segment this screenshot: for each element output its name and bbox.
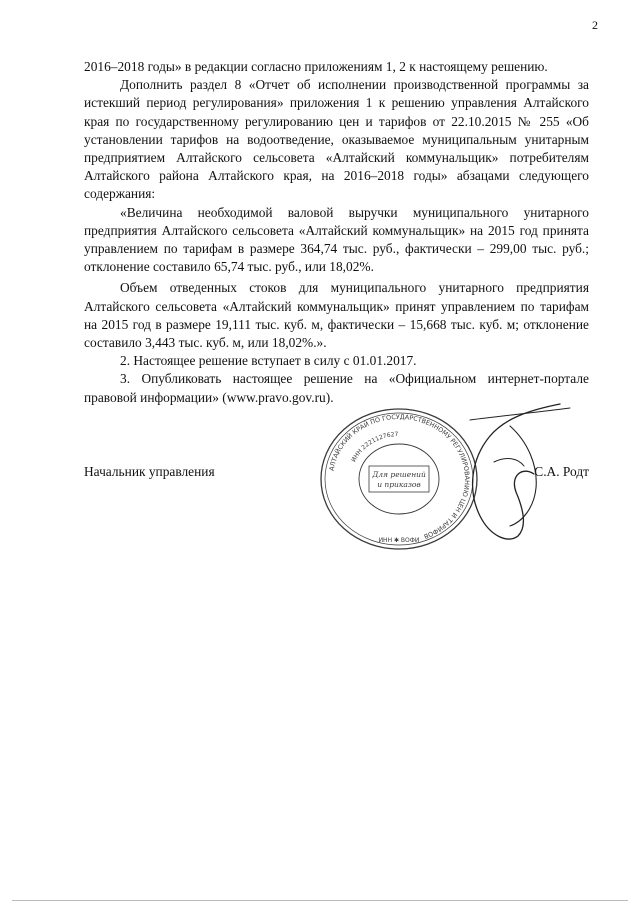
seal-center-line1: Для решений xyxy=(372,470,426,479)
paragraph-volume: Объем отведенных стоков для муниципального унитарного предприятия Алтайского сельсовета «Алтайский коммунальщик» принят управлением по тарифам на 2015 год в размере 19,111 тыс. куб. м, фактически – 15,668 тыс. куб. м; отклонение составило 3,443 тыс. куб. м, или 18,02%.». xyxy=(84,280,589,351)
seal-inn-text: ИНН 2221127627 xyxy=(350,430,399,464)
paragraph-publication: 3. Опубликовать настоящее решение на «Официальном интернет-портале правовой информации» (www.pravo.gov.ru). xyxy=(84,371,589,405)
handwritten-signature xyxy=(410,396,580,566)
paragraph-amendment: Дополнить раздел 8 «Отчет об исполнении производственной программы за истекший период регулирования» приложения 1 к решению управления Алтайского края по государственному регулированию цен и тарифов от 22.10.2015 № 255 «Об установлении тарифов на водоотведение, оказываемое муниципальным унитарным предприятием Алтайского сельсовета «Алтайский коммунальщик» потребителям Алтайского района Алтайского края, на 2016–2018 годы» абзацами следующего содержания: xyxy=(84,77,589,202)
document-body xyxy=(84,58,589,407)
seal-outer-text: АЛТАЙСКИЙ КРАЙ ПО ГОСУДАРСТВЕННОМУ РЕГУЛИРОВАНИЮ ЦЕН И ТАРИФОВ xyxy=(327,412,472,541)
bottom-rule xyxy=(12,900,628,901)
paragraph-continuation: 2016–2018 годы» в редакции согласно приложениям 1, 2 к настоящему решению. xyxy=(84,59,548,74)
page-number: 2 xyxy=(592,18,598,32)
paragraph-revenue: «Величина необходимой валовой выручки муниципального унитарного предприятия Алтайского сельсовета «Алтайский коммунальщик» на 2015 год принята управлением по тарифам в размере 364,74 тыс. руб., фактически – 299,00 тыс. руб.; отклонение составило 65,74 тыс. руб., или 18,02%. xyxy=(84,204,589,275)
seal-center-line2: и приказов xyxy=(377,480,421,489)
paragraph-effective-date: 2. Настоящее решение вступает в силу с 01.01.2017. xyxy=(120,353,417,369)
signer-title: Начальник управления xyxy=(84,464,215,479)
signer-name: С.А. Родт xyxy=(534,464,589,479)
seal-bottom-text: ИНН ✱ ВОФИ xyxy=(378,537,420,544)
